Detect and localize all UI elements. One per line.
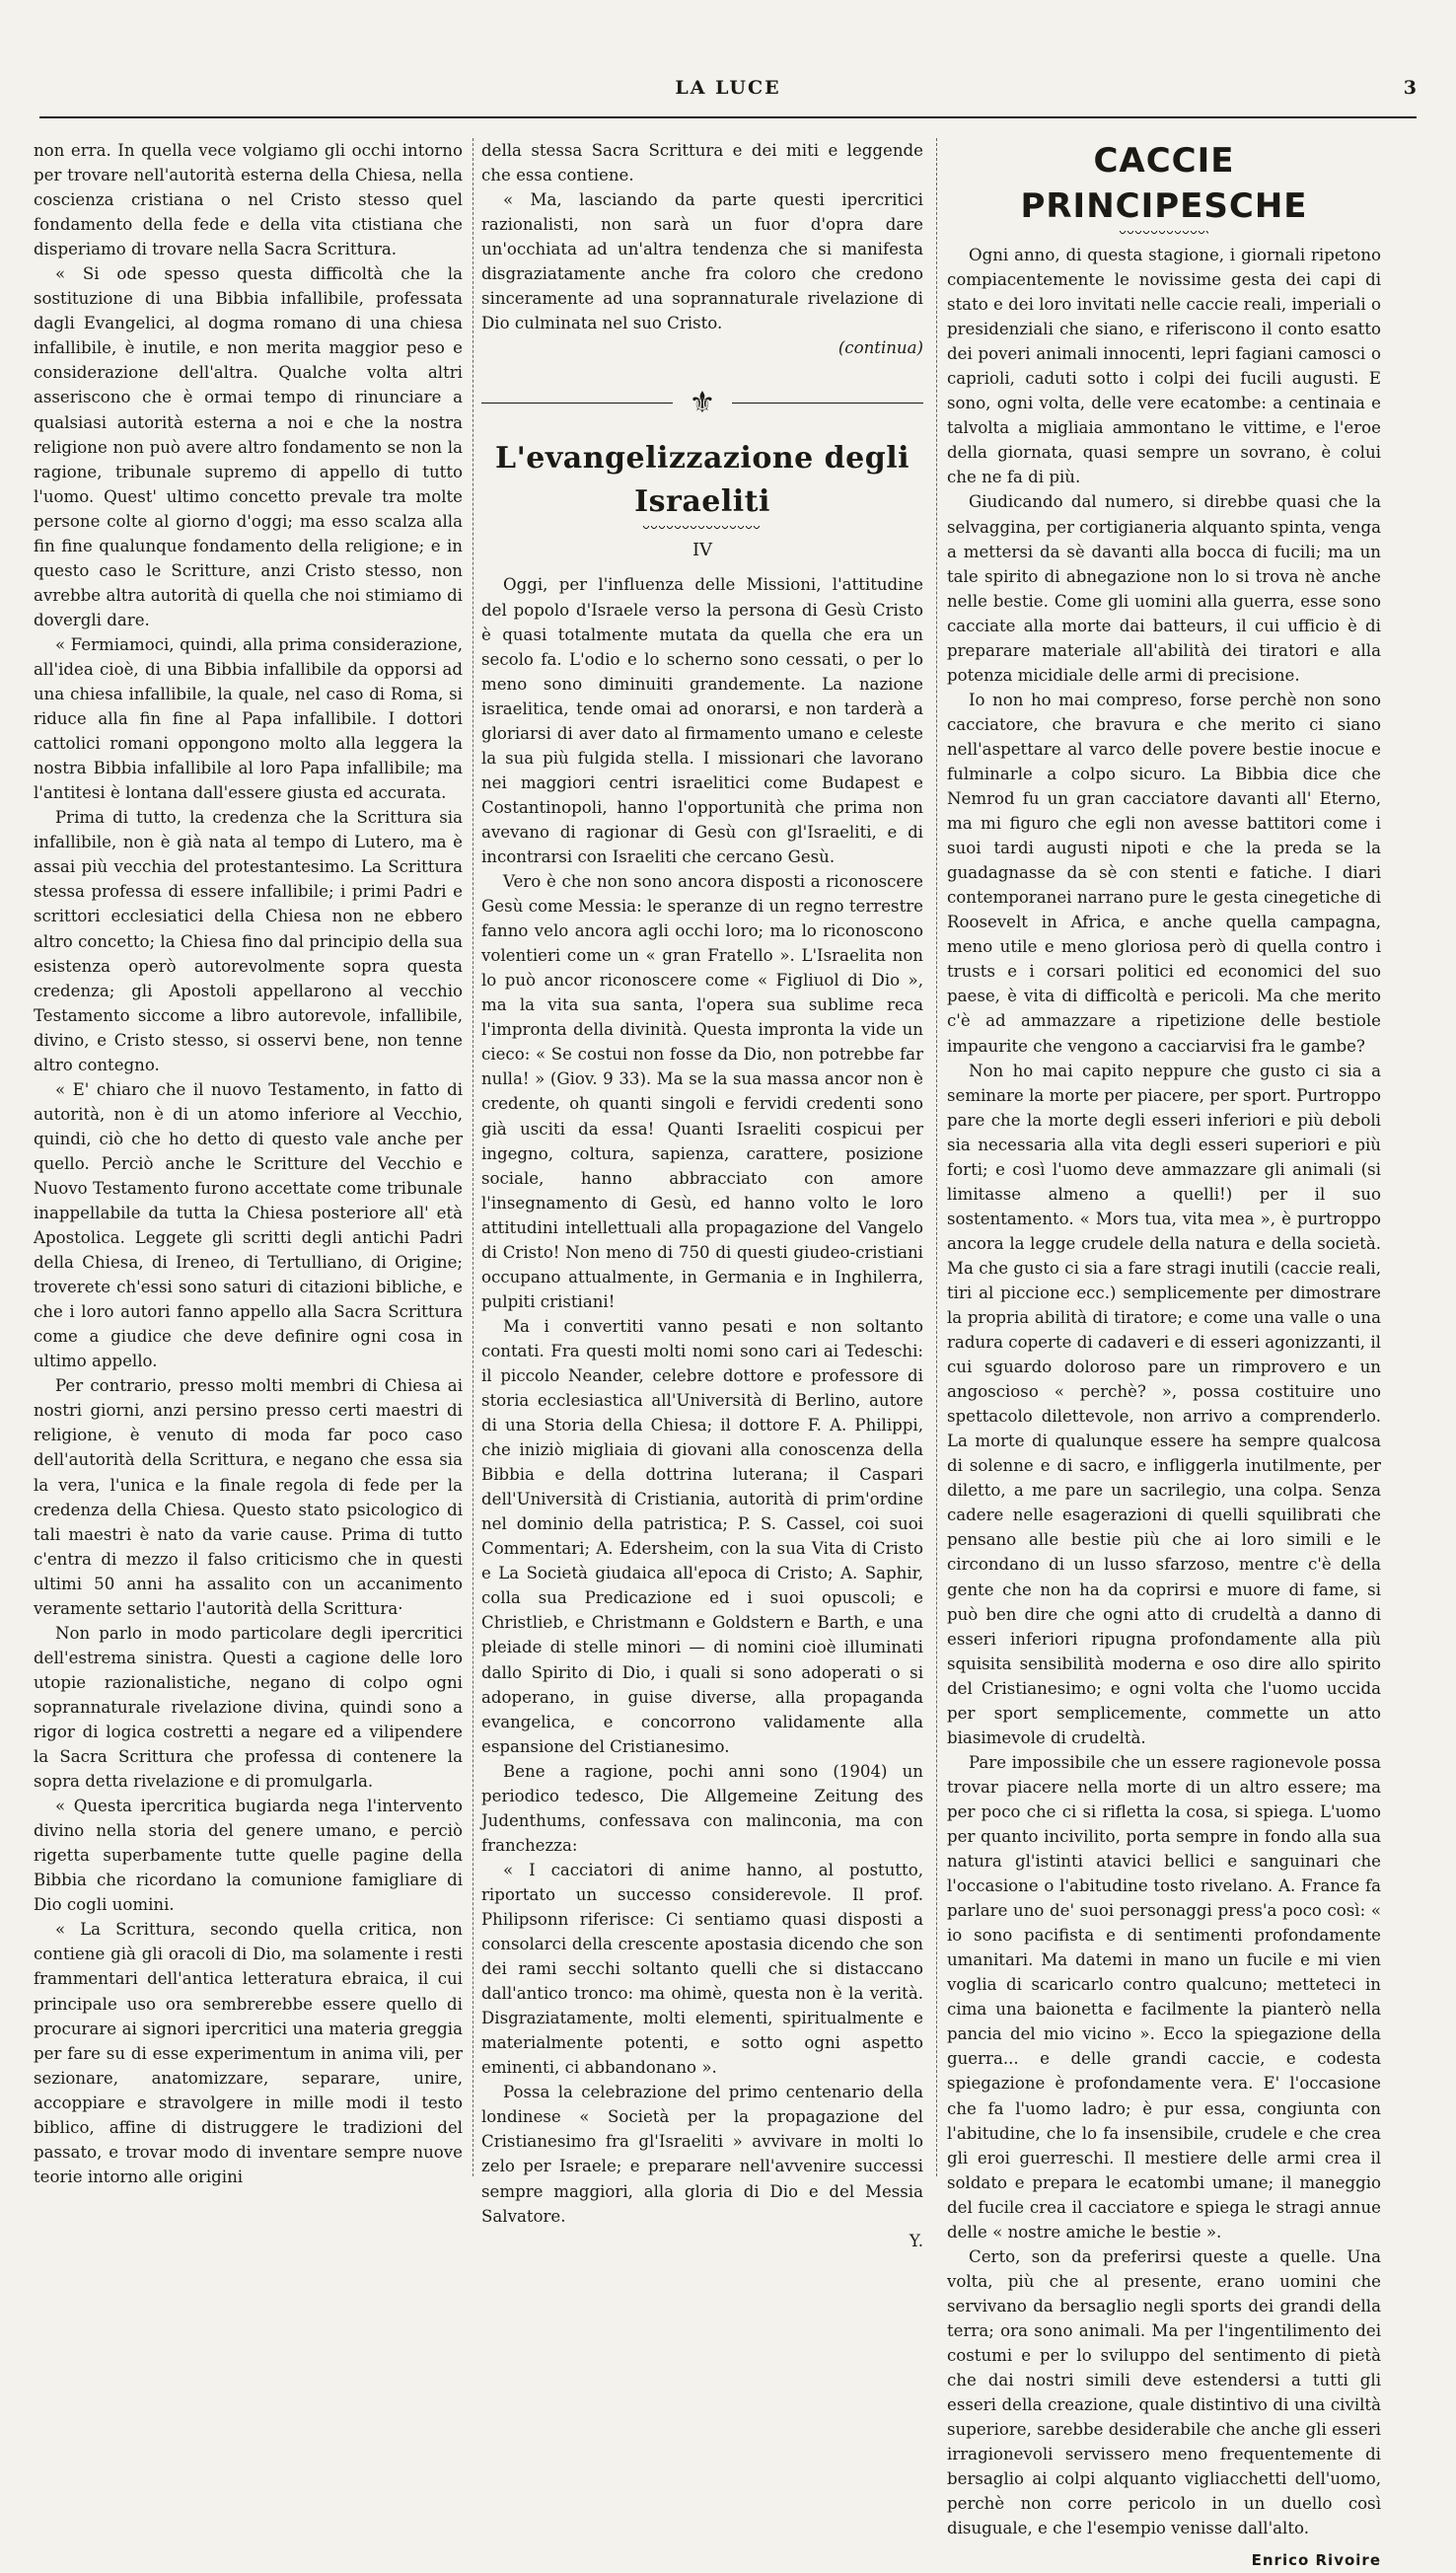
column-1 xyxy=(34,138,463,2186)
paragraph: Io non ho mai compreso, forse perchè non sono cacciatore, che bravura e che merito ci siano nell'aspettare al varco delle povere bestie inocue e fulminarle a colpo sicuro. La Bibbia dice che Nemrod fu un gran cacciatore davanti all' Eterno, ma mi figuro che egli non avesse battitori come i suoi tardi augusti nipoti e che la preda se la guadagnasse da sè con stenti e fatiche. I diari contemporanei narrano pure le gesta cinegetiche di Roosevelt in Africa, e anche quella campagna, meno utile e meno gloriosa però di quella contro i trusts e i corsari politici ed economici del suo paese, è vita di difficoltà e pericoli. Ma che merito c'è ad ammazzare a ripetizione delle bestiole impaurite che vengono a cacciarvisi fra le gambe? xyxy=(947,690,1381,1056)
paragraph: Non parlo in modo particolare degli ipercritici dell'estrema sinistra. Questi a cagione delle loro utopie razionalistiche, negano di colpo ogni soprannaturale rivelazione divina, quindi sono a rigor di logica costretti a negare ed a vilipendere la Sacra Scrittura che professa di contenere la sopra detta rivelazione e di promulgarla. xyxy=(34,1623,463,1792)
article-part-number: IV xyxy=(692,540,713,561)
article-title: CACCIE PRINCIPESCHE xyxy=(1020,141,1308,226)
paragraph: « E' chiaro che il nuovo Testamento, in fatto di autorità, non è di un atomo inferiore al Vecchio, quindi, ciò che ho detto di questo vale anche per quello. Perciò anche le Scritture del Vecchio e Nuovo Testamento furono accettate come tribunale inappellabile da tutta la Chiesa posteriore all' età Apostolica. Leggete gli scritti degli antichi Padri della Chiesa, di Ireneo, di Tertulliano, di Origine; troverete ch'essi sono saturi di citazioni bibliche, e che i loro autori fanno appello alla Sacra Scrittura come a giudice che deve definire ogni cosa in ultimo appello. xyxy=(34,1079,463,1371)
paragraph: « Questa ipercritica bugiarda nega l'intervento divino nella storia del genere umano, e perciò rigetta superbamente tutte quelle pagine della Bibbia che ricordano la comunione famigliare di Dio cogli uomini. xyxy=(34,1797,463,1915)
article-author: Enrico Rivoire xyxy=(1251,2551,1381,2570)
title-underline xyxy=(643,526,762,532)
ornament-line xyxy=(732,403,923,404)
paragraph: Certo, son da preferirsi queste a quelle. Una volta, più che al presente, erano uomini che servivano da bersaglio negli sports dei grandi della terra; ora sono animali. Ma per l'ingentilimento dei costumi e per lo sviluppo del sentimento di pietà che dai nostri simili deve estendersi a tutti gli esseri della creazione, quale distintivo di una civiltà superiore, sarebbe desiderabile che anche gli esseri irragionevoli servissero meno frequentemente di bersaglio ai colpi alquanto vigliacchetti dell'uomo, perchè non corre pericolo in un duello così disuguale, e che l'esempio venisse dall'alto. xyxy=(947,2246,1381,2538)
paragraph: « Fermiamoci, quindi, alla prima considerazione, all'idea cioè, di una Bibbia infallibile da opporsi ad una chiesa infallibile, la quale, nel caso di Roma, si riduce alla fin fine al Papa infallibile. I dottori cattolici romani oppongono molto alla leggera la nostra Bibbia infallibile al loro Papa infallibile; ma l'antitesi è lontana dall'essere giusta ed accurata. xyxy=(34,634,463,803)
section-ornament xyxy=(481,386,923,419)
paragraph: Giudicando dal numero, si direbbe quasi che la selvaggina, per cortigianeria alquanto spinta, venga a mettersi da sè davanti alla bocca di fucili; ma un tale spirito di abnegazione non lo si trova nè anche nelle bestie. Come gli uomini alla guerra, esse sono cacciate alla morte dai batteurs, il cui ufficio è di preparare materiale all'abilità dei tiratori e alla potenza micidiale delle armi di precisione. xyxy=(947,492,1381,685)
paragraph: Ogni anno, di questa stagione, i giornali ripetono compiacentemente le novissime gesta dei capi di stato e dei loro invitati nelle caccie reali, imperiali o presidenziali che siano, e riferiscono il conto esatto dei poveri animali innocenti, lepri fagiani camosci o caprioli, caduti sotto i colpi dei fucili augusti. E sono, ogni volta, delle vere ecatombe: a centinaia e talvolta a migliaia ammontano le vittime, e l'eroe della giornata, quasi sempre un sovrano, è colui che ne fa di più. xyxy=(947,246,1381,487)
paragraph: « I cacciatori di anime hanno, al postutto, riportato un successo considerevole. Il prof. Philipsonn riferisce: Ci sentiamo quasi disposti a consolarci della crescente apostasia dicendo che son dei rami secchi soltanto quelli che si distaccano dall'antico tronco: ma ohimè, questa non è la verità. Disgraziatamente, molti elementi, spiritualmente e materialmente potenti, e sotto ogni aspetto eminenti, ci abbandonano ». xyxy=(481,1860,923,2078)
paragraph: Bene a ragione, pochi anni sono (1904) un periodico tedesco, Die Allgemeine Zeitung des Judenthums, confessava con malinconia, ma con franchezza: xyxy=(481,1761,923,1855)
continua-note: (continua) xyxy=(837,338,923,358)
paragraph: « Si ode spesso questa difficoltà che la sostituzione di una Bibbia infallibile, professata dagli Evangelici, al dogma romano di una chiesa infallibile, è inutile, e non merita maggior peso e considerazione dell'altra. Qualche volta altri asseriscono che è ormai tempo di rinunciare a qualsiasi autorità esterna a noi e che la nostra religione non può avere altro fondamento se non la ragione, tribunale supremo di appello di tutto l'uomo. Quest' ultimo concetto prevale tra molte persone colte al giorno d'oggi; ma esso scalza alla fin fine qualunque fondamento della religione; e in questo caso le Scritture, anzi Cristo stesso, non avrebbe altra autorità di quella che noi stimiamo di dovergli dare. xyxy=(34,264,463,629)
fleur-de-lis-icon: ⚜ xyxy=(689,385,716,420)
paragraph: Oggi, per l'influenza delle Missioni, l'attitudine del popolo d'Israele verso la persona di Gesù Cristo è quasi totalmente mutata da quella che era un secolo fa. L'odio e lo scherno sono cessati, o per lo meno sono diminuiti grandemente. La nazione israelitica, tende omai ad onorarsi, e non tarderà a gloriarsi di aver dato al firmamento umano e celeste la sua più fulgida stella. I missionari che lavorano nei maggiori centri israelitici come Budapest e Costantinopoli, hanno l'opportunità che prima non avevano di ragionar di Gesù con gl'Israeliti, e di incontrarsi con Israeliti che cercano Gesù. xyxy=(481,575,923,866)
title-underline xyxy=(1120,231,1208,237)
paragraph: « Ma, lasciando da parte questi ipercritici razionalisti, non sarà un fuor d'opra dare un'occhiata ad un'altra tendenza che si manifesta disgraziatamente anche fra coloro che credono sinceramente ad una soprannaturale rivelazione di Dio culminata nel suo Cristo. xyxy=(481,190,923,333)
paragraph: non erra. In quella vece volgiamo gli occhi intorno per trovare nell'autorità esterna della Chiesa, nella coscienza cristiana o nel Cristo stesso quel fondamento della fede e della vita ctistiana che disperiamo di trovare nella Sacra Scrittura. xyxy=(34,141,463,259)
paragraph: Ma i convertiti vanno pesati e non soltanto contati. Fra questi molti nomi sono cari ai Tedeschi: il piccolo Neander, celebre dottore e professore di storia ecclesiastica all'Università di Berlino, autore di una Storia della Chiesa; il dottore F. A. Philippi, che iniziò migliaia di giovani alla conoscenza della Bibbia e della dottrina luterana; il Caspari dell'Università di Cristiania, autorità di prim'ordine nel dominio della patristica; P. S. Cassel, coi suoi Commentari; A. Edersheim, con la sua Vita di Cristo e La Società giudaica all'epoca di Cristo; A. Saphir, colla sua Predicazione ed i suoi opuscoli; e Christlieb, e Christmann e Goldstern e Barth, e una pleiade di stelle minori — di nomini cioè illuminati dallo Spirito di Dio, i quali si sono adoperati o si adoperano, in guise diverse, alla propaganda evangelica, e concorrono validamente alla espansione del Cristianesimo. xyxy=(481,1316,923,1756)
column-2 xyxy=(481,138,923,2250)
article-signature: Y. xyxy=(909,2231,923,2250)
ornament-line xyxy=(481,403,673,404)
page-number: 3 xyxy=(1403,77,1417,99)
column-divider xyxy=(936,138,937,2176)
paragraph: Vero è che non sono ancora disposti a riconoscere Gesù come Messia: le speranze di un regno terrestre fanno velo ancora agli occhi loro; ma lo riconoscono volentieri come un « gran Fratello ». L'Israelita non lo può ancor riconoscere come « Figliuol di Dio », ma la vita sua santa, l'opera sua sublime reca l'impronta della divinità. Questa impronta la vide un cieco: « Se costui non fosse da Dio, non potrebbe far nulla! » (Giov. 9 33). Ma se la sua massa ancor non è credente, oh quanti singoli e fervidi credenti sono già usciti da essa! Quanti Israeliti cospicui per ingegno, coltura, sapienza, carattere, posizione sociale, hanno abbracciato con amore l'insegnamento di Gesù, ed hanno volto le loro attitudini intellettuali alla propagazione del Vangelo di Cristo! Non meno di 750 di questi giudeo-cristiani occupano attualmente, in Germania e in Inghilerra, pulpiti cristiani! xyxy=(481,872,923,1311)
paragraph: Prima di tutto, la credenza che la Scrittura sia infallibile, non è già nata al tempo di Lutero, ma è assai più vecchia del protestantesimo. La Scrittura stessa professa di essere infallibile; i primi Padri e scrittori ecclesiatici della Chiesa non ne ebbero altro concetto; la Chiesa fino dal principio della sua esistenza operò autorevolmente sopra questa credenza; gli Apostoli appellarono al vecchio Testamento siccome a libro autorevole, infallibile, divino, e Cristo stesso, si osservi bene, non tenne altro contegno. xyxy=(34,808,463,1074)
article-title: L'evangelizzazione degli Israeliti xyxy=(494,441,910,520)
paragraph: Non ho mai capito neppure che gusto ci sia a seminare la morte per piacere, per sport. Purtroppo pare che la morte degli esseri inferiori e più deboli sia necessaria alla vita degli esseri superiori e più forti; e così l'uomo deve ammazzare gli animali (si limitasse almeno a quelli!) per il suo sostentamento. « Mors tua, vita mea », è purtroppo ancora la legge crudele della natura e della società. Ma che gusto ci sia a fare stragi inutili (caccie reali, tiri al piccione ecc.) semplicemente per dimostrare la propria abilità di tiratore; e come una valle o una radura coperte di cadaveri e di esseri agonizzanti, il cui sguardo doloroso pare un rimprovero e un angoscioso « perchè? », possa costituire uno spettacolo dilettevole, non arrivo a comprenderlo. La morte di qualunque essere ha sempre qualcosa di solenne e di sacro, e infliggerla inutilmente, per diletto, a me pare un sacrilegio, una colpa. Senza cadere nelle esagerazioni di quelli squilibrati che pensano alle bestie più che ai loro simili e le circondano di un lusso sfarzoso, mentre c'è della gente che non ha da coprirsi e muore di fame, si può ben dire che ogni atto di crudeltà a danno di esseri inferiori ripugna profondamente alla più squisita sensibilità moderna e oso dire allo spirito del Cristianesimo; e ogni volta che l'uomo uccida per sport semplicemente, commette un atto biasimevole di crudeltà. xyxy=(947,1061,1381,1747)
paragraph: Per contrario, presso molti membri di Chiesa ai nostri giorni, anzi persino presso certi maestri di religione, è venuto di moda far poco caso dell'autorità della Scrittura, e negano che essa sia la vera, l'unica e la finale regola di fede per la credenza della Chiesa. Questo stato psicologico di tali maestri è nato da varie cause. Prima di tutto c'entra di mezzo il falso criticismo che in questi ultimi 50 anni ha assalito con un accanimento veramente settario l'autorità della Scrittura· xyxy=(34,1376,463,1618)
column-3 xyxy=(947,138,1381,2570)
newspaper-title: LA LUCE xyxy=(675,77,781,99)
masthead xyxy=(39,77,1417,118)
paragraph: « La Scrittura, secondo quella critica, non contiene già gli oracoli di Dio, ma solamente i resti frammentari dell'antica letteratura ebraica, il cui principale uso ora sembrerebbe essere quello di procurare ai signori ipercritici una materia greggia per fare su di esse experimentum in anima vili, per sezionare, anatomizzare, separare, unire, accoppiare e stravolgere in mille modi il testo biblico, affine di distruggere le tradizioni del passato, e trovar modo di inventare sempre nuove teorie intorno alle origini xyxy=(34,1920,463,2186)
paragraph: Possa la celebrazione del primo centenario della londinese « Società per la propagazione del Cristianesimo fra gl'Israeliti » avvivare in molti lo zelo per Israele; e preparare nell'avvenire successi sempre maggiori, alla gloria di Dio e del Messia Salvatore. xyxy=(481,2083,923,2226)
paragraph: Pare impossibile che un essere ragionevole possa trovar piacere nella morte di un altro essere; ma per poco che ci si rifletta la cosa, si spiega. L'uomo per quanto incivilito, porta sempre in fondo alla sua natura gl'istinti atavici bellici e sanguinari che l'occasione o l'abitudine tosto rivelano. A. France fa parlare uno de' suoi personaggi press'a poco così: « io sono pacifista e di sentimenti profondamente umanitari. Ma datemi in mano un fucile e mi vien voglia di scaricarlo contro qualcuno; metteteci in cima una baionetta e facilmente la pianterò nella pancia del mio vicino ». Ecco la spiegazione della guerra... e delle grandi caccie, e codesta spiegazione è profondamente vera. E' l'occasione che fa l'uomo ladro; è pur essa, congiunta con l'abitudine, che lo fa insensibile, crudele e che crea gli eroi guerreschi. Il mestiere delle armi crea il soldato e prepara le ecatombi umane; il maneggio del fucile crea il cacciatore e spiega le stragi annue delle « nostre amiche le bestie ». xyxy=(947,1752,1381,2242)
paragraph: della stessa Sacra Scrittura e dei miti e leggende che essa contiene. xyxy=(481,141,923,185)
